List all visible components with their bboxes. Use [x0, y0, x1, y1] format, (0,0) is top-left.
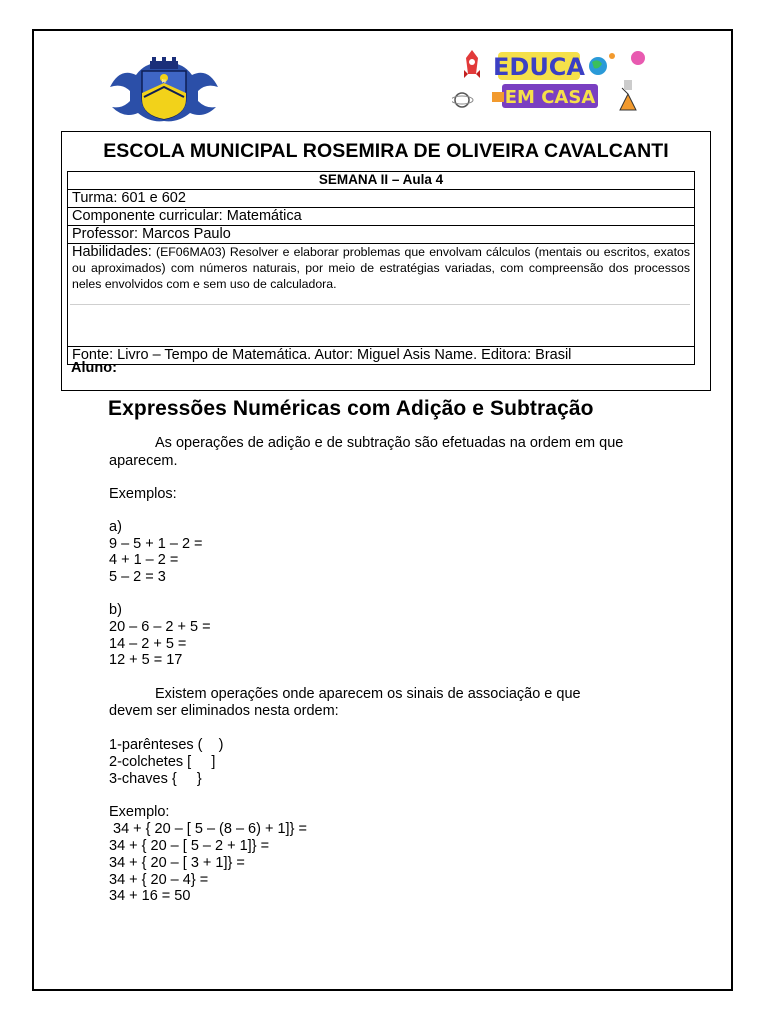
svg-text:EDUCA: EDUCA	[493, 53, 585, 81]
skills-description: (EF06MA03) Resolver e elaborar problemas que envolvam cálculos (mentais ou escritos, exatos ou aproximados) com números naturais, por meio de estratégias variadas, com compreensão dos processos neles envolvidos com e sem uso de calculadora.	[72, 245, 690, 291]
subject-row: Componente curricular: Matemática	[68, 208, 695, 226]
svg-text:PII: PII	[161, 79, 167, 84]
assoc-line-1: Existem operações onde aparecem os sinais de associação e que	[155, 686, 581, 702]
svg-text:EM CASA: EM CASA	[504, 87, 596, 108]
example-b-label: b)	[109, 602, 122, 618]
student-label: Aluno:	[71, 360, 117, 376]
example-b-line: 14 – 2 + 5 =	[109, 636, 187, 652]
skills-divider	[70, 304, 690, 305]
skills-label: Habilidades:	[72, 244, 152, 260]
example-line: 34 + 16 = 50	[109, 888, 191, 904]
skills-row	[68, 244, 695, 347]
week-label: SEMANA II – Aula 4	[68, 172, 695, 190]
example-line: 34 + { 20 – [ 5 – (8 – 6) + 1]} =	[109, 821, 307, 837]
order-item: 3-chaves { }	[109, 771, 202, 787]
teacher-row: Professor: Marcos Paulo	[68, 226, 695, 244]
class-row: Turma: 601 e 602	[68, 190, 695, 208]
example-a-line: 9 – 5 + 1 – 2 =	[109, 536, 203, 552]
municipal-crest-icon	[106, 57, 222, 123]
skills-text-block	[68, 244, 694, 292]
info-table	[67, 171, 695, 365]
educa-em-casa-logo	[452, 44, 648, 118]
example-label: Exemplo:	[109, 804, 170, 820]
source-row: Fonte: Livro – Tempo de Matemática. Autor: Miguel Asis Name. Editora: Brasil	[68, 347, 695, 365]
example-line: 34 + { 20 – [ 5 – 2 + 1]} =	[109, 838, 270, 854]
example-line: 34 + { 20 – [ 3 + 1]} =	[109, 855, 245, 871]
assoc-line-2: devem ser eliminados nesta ordem:	[109, 703, 339, 719]
page-title: Expressões Numéricas com Adição e Subtração	[108, 397, 594, 420]
order-item: 1-parênteses ( )	[109, 737, 224, 753]
example-a-line: 5 – 2 = 3	[109, 569, 166, 585]
example-a-label: a)	[109, 519, 122, 535]
example-a-line: 4 + 1 – 2 =	[109, 552, 179, 568]
intro-line-2: aparecem.	[109, 453, 178, 469]
order-item: 2-colchetes [ ]	[109, 754, 216, 770]
example-b-line: 12 + 5 = 17	[109, 652, 183, 668]
example-line: 34 + { 20 – 4} =	[109, 872, 209, 888]
school-name: ESCOLA MUNICIPAL ROSEMIRA DE OLIVEIRA CAVALCANTI	[103, 140, 669, 162]
examples-label: Exemplos:	[109, 486, 177, 502]
intro-line-1: As operações de adição e de subtração são efetuadas na ordem em que	[155, 435, 624, 451]
example-b-line: 20 – 6 – 2 + 5 =	[109, 619, 211, 635]
